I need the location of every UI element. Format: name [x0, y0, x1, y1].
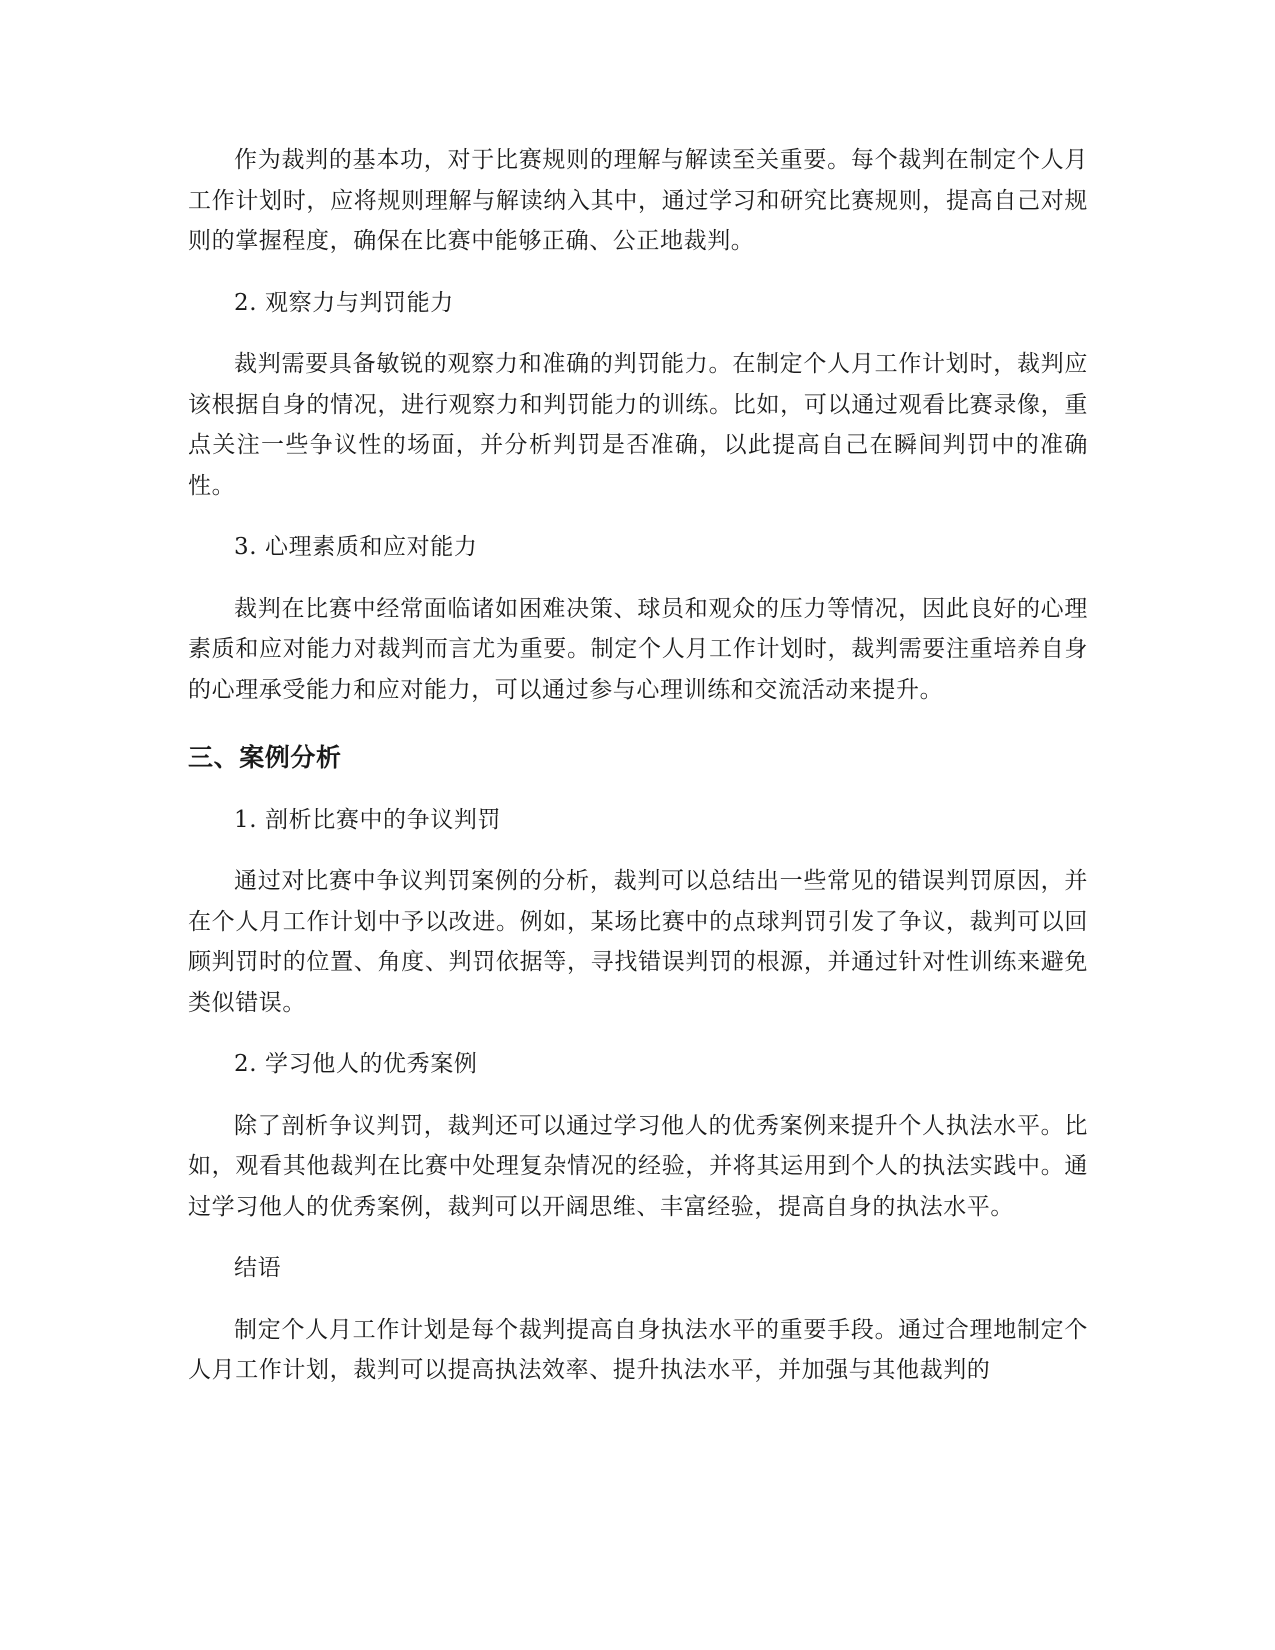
paragraph-rules-understanding: 作为裁判的基本功，对于比赛规则的理解与解读至关重要。每个裁判在制定个人月工作计划时，应将规则理解与解读纳入其中，通过学习和研究比赛规则，提高自己对规则的掌握程度，确保在比赛中能够正确、公正地裁判。 [188, 147, 1088, 254]
subheading-excellent-cases: 2. 学习他人的优秀案例 [234, 1051, 478, 1077]
paragraph-observation-judgment: 裁判需要具备敏锐的观察力和准确的判罚能力。在制定个人月工作计划时，裁判应该根据自身的情况，进行观察力和判罚能力的训练。比如，可以通过观看比赛录像，重点关注一些争议性的场面，并分析判罚是否准确，以此提高自己在瞬间判罚中的准确性。 [188, 351, 1088, 499]
subheading-controversial-calls: 1. 剖析比赛中的争议判罚 [234, 806, 502, 833]
paragraph-excellent-cases: 除了剖析争议判罚，裁判还可以通过学习他人的优秀案例来提升个人执法水平。比如，观看其他裁判在比赛中处理复杂情况的经验，并将其运用到个人的执法实践中。通过学习他人的优秀案例，裁判可以开阔思维、丰富经验，提高自身的执法水平。 [188, 1112, 1088, 1220]
paragraph-psychology: 裁判在比赛中经常面临诸如困难决策、球员和观众的压力等情况，因此良好的心理素质和应对能力对裁判而言尤为重要。制定个人月工作计划时，裁判需要注重培养自身的心理承受能力和应对能力，可以通过参与心理训练和交流活动来提升。 [188, 595, 1088, 703]
subheading-observation-judgment: 2. 观察力与判罚能力 [234, 289, 454, 316]
section-heading-case-analysis: 三、案例分析 [188, 743, 342, 772]
paragraph-controversial-calls: 通过对比赛中争议判罚案例的分析，裁判可以总结出一些常见的错误判罚原因，并在个人月工作计划中予以改进。例如，某场比赛中的点球判罚引发了争议，裁判可以回顾判罚时的位置、角度、判罚依据等，寻找错误判罚的根源，并通过针对性训练来避免类似错误。 [188, 868, 1088, 1016]
paragraph-conclusion: 制定个人月工作计划是每个裁判提高自身执法水平的重要手段。通过合理地制定个人月工作计划，裁判可以提高执法效率、提升执法水平，并加强与其他裁判的 [188, 1316, 1088, 1383]
document-body [188, 140, 1088, 1412]
subheading-psychology: 3. 心理素质和应对能力 [234, 534, 478, 560]
subheading-conclusion: 结语 [234, 1255, 282, 1281]
